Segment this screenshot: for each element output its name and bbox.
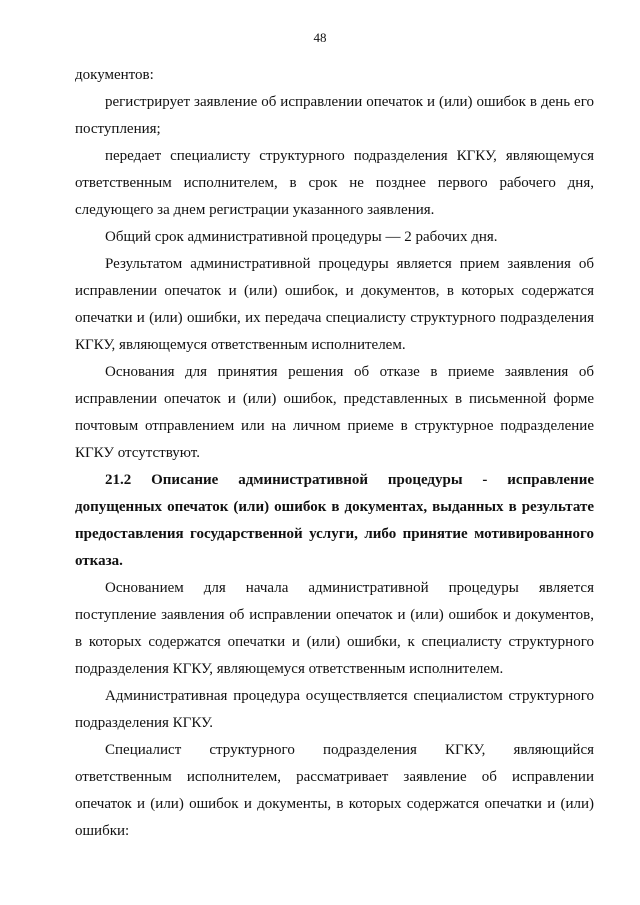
paragraph-specialist-review: Специалист структурного подразделения КГКУ, являющийся ответственным исполнителем, рассматривает заявление об исправлении опечаток и (или) ошибок и документы, в которых содержатся опечатки и (или) ошибки: (75, 742, 594, 839)
paragraph-procedure-basis: Основанием для начала административной процедуры является поступление заявления об исправлении опечаток и (или) ошибок и документов, в которых содержатся опечатки и (или) ошибки, к специалисту структурного подразделения КГКУ, являющемуся ответственным исполнителем. (75, 580, 594, 677)
paragraph-transfer-to-specialist: передает специалисту структурного подразделения КГКУ, являющемуся ответственным исполнителем, в срок не позднее первого рабочего дня, следующего за днем регистрации указанного заявления. (75, 148, 594, 218)
page-number: 48 (313, 30, 327, 45)
paragraph-procedure-performer: Административная процедура осуществляется специалистом структурного подразделения КГКУ. (75, 688, 594, 731)
document-body (75, 62, 594, 845)
paragraph-refusal-grounds: Основания для принятия решения об отказе в приеме заявления об исправлении опечаток и (или) ошибок, представленных в письменной форме почтовым отправлением или на личном приеме в структурное подразделение КГКУ отсутствуют. (75, 364, 594, 461)
paragraph-total-term: Общий срок административной процедуры — 2 рабочих дня. (105, 229, 498, 245)
paragraph-register-application: регистрирует заявление об исправлении опечаток и (или) ошибок в день его поступления; (75, 94, 594, 137)
section-heading-21-2: 21.2 Описание административной процедуры - исправление допущенных опечаток (или) ошибок в документах, выданных в результате предоставления государственной услуги, либо принятие мотивированного отказа. (75, 472, 594, 569)
paragraph-procedure-result: Результатом административной процедуры является прием заявления об исправлении опечаток и (или) ошибок, и документов, в которых содержатся опечатки и (или) ошибки, их передача специалисту структурного подразделения КГКУ, являющемуся ответственным исполнителем. (75, 256, 594, 353)
paragraph-continuation: документов: (75, 67, 154, 83)
